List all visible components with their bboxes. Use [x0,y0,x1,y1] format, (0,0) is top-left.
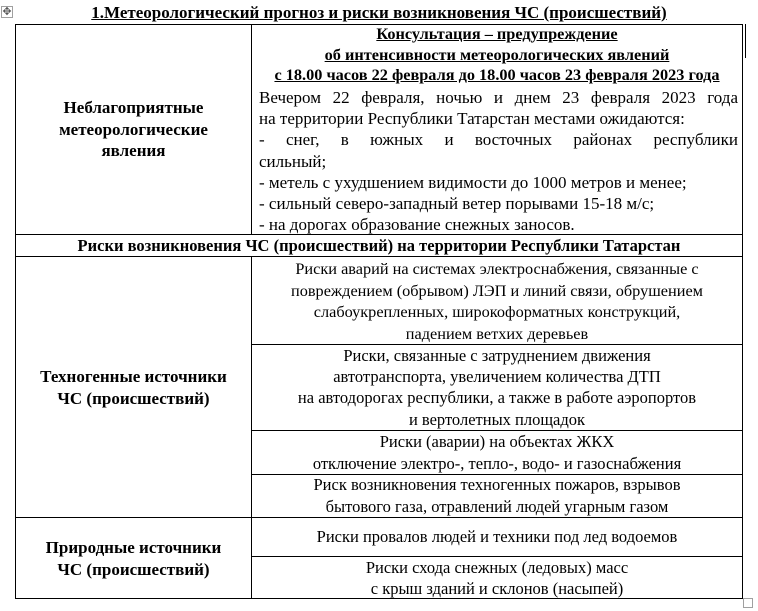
section-heading: Риски возникновения ЧС (происшествий) на территории Республики Татарстан [77,236,681,255]
risk-cell [252,526,742,548]
risk-line: повреждением (обрывом) ЛЭП и линий связи, обрушением [291,280,703,300]
risk-line: Риски провалов людей и техники под лед водоемов [316,527,678,546]
risk-line: Риски, связанные с затруднением движения [343,346,651,365]
forecast-item: - на дорогах образование снежных заносов. [259,215,575,235]
document-title: 1.Метеорологический прогноз и риски возникновения ЧС (происшествий) [91,3,667,22]
table-resize-handle[interactable] [743,598,753,608]
risk-cell [252,345,742,430]
risk-line: и вертолетных площадок [408,409,586,429]
risk-line: отключение электро-, тепло-, водо- и газоснабжения [312,453,682,473]
technogenic-label-cell [16,366,251,409]
risk-line: бытового газа, отравлений людей угарным газом [325,496,669,516]
risk-cell [252,258,742,344]
consultation-header [252,24,742,86]
forecast-item: - сильный северо-западный ветер порывами 15-18 м/с; [259,194,655,214]
risk-cell [252,557,742,599]
risk-line: с крыш зданий и склонов (насыпей) [370,579,624,598]
risk-cell [252,431,742,474]
forecast-intro-line: на территории Республики Татарстан местами ожидаются: [259,109,685,129]
table-move-handle[interactable] [1,6,13,18]
consultation-subtitle: об интенсивности метеорологических явлений [324,44,670,64]
risk-line: Риски аварий на системах электроснабжения, связанные с [295,259,699,278]
forecast-intro-line: Вечером 22 февраля, ночью и днем 23 февраля 2023 года [259,88,738,107]
risk-line: слабоукрепленных, широкоформатных конструкций, [313,302,681,321]
meteo-label-line: явления [101,141,166,160]
risk-line: Риски схода снежных (ледовых) масс [365,558,629,577]
forecast-item: - снег, в южных и восточных районах республики [259,130,738,150]
forecast-item: - метель с ухудшением видимости до 1000 метров и менее; [259,172,687,192]
move-arrows-icon: ✥ [2,5,12,18]
natural-label-line: Природные источники [45,538,222,557]
forecast-body [259,87,738,235]
consultation-period: с 18.00 часов 22 февраля до 18.00 часов 23 февраля 2023 года [274,65,720,84]
risk-line: Риск возникновения техногенных пожаров, взрывов [313,475,681,494]
risk-line: на автодорогах республики, а также в работе аэропортов [297,388,697,408]
forecast-item-cont: сильный; [259,151,327,171]
meteo-label-cell [16,97,251,162]
technogenic-label-line: ЧС (происшествий) [57,388,210,408]
consultation-title: Консультация – предупреждение [376,24,618,43]
meteo-label-line: Неблагоприятные [63,98,204,117]
risk-line: падением ветхих деревьев [405,323,589,343]
natural-label-cell [16,537,251,580]
natural-label-line: ЧС (происшествий) [57,559,210,579]
technogenic-label-line: Техногенные источники [40,367,227,386]
risk-line: автотранспорта, увеличением количества ДТП [333,367,661,387]
meteo-label-line: метеорологические [59,119,208,139]
risk-line: Риски (аварии) на объектах ЖКХ [379,432,615,451]
risk-cell [252,474,742,517]
